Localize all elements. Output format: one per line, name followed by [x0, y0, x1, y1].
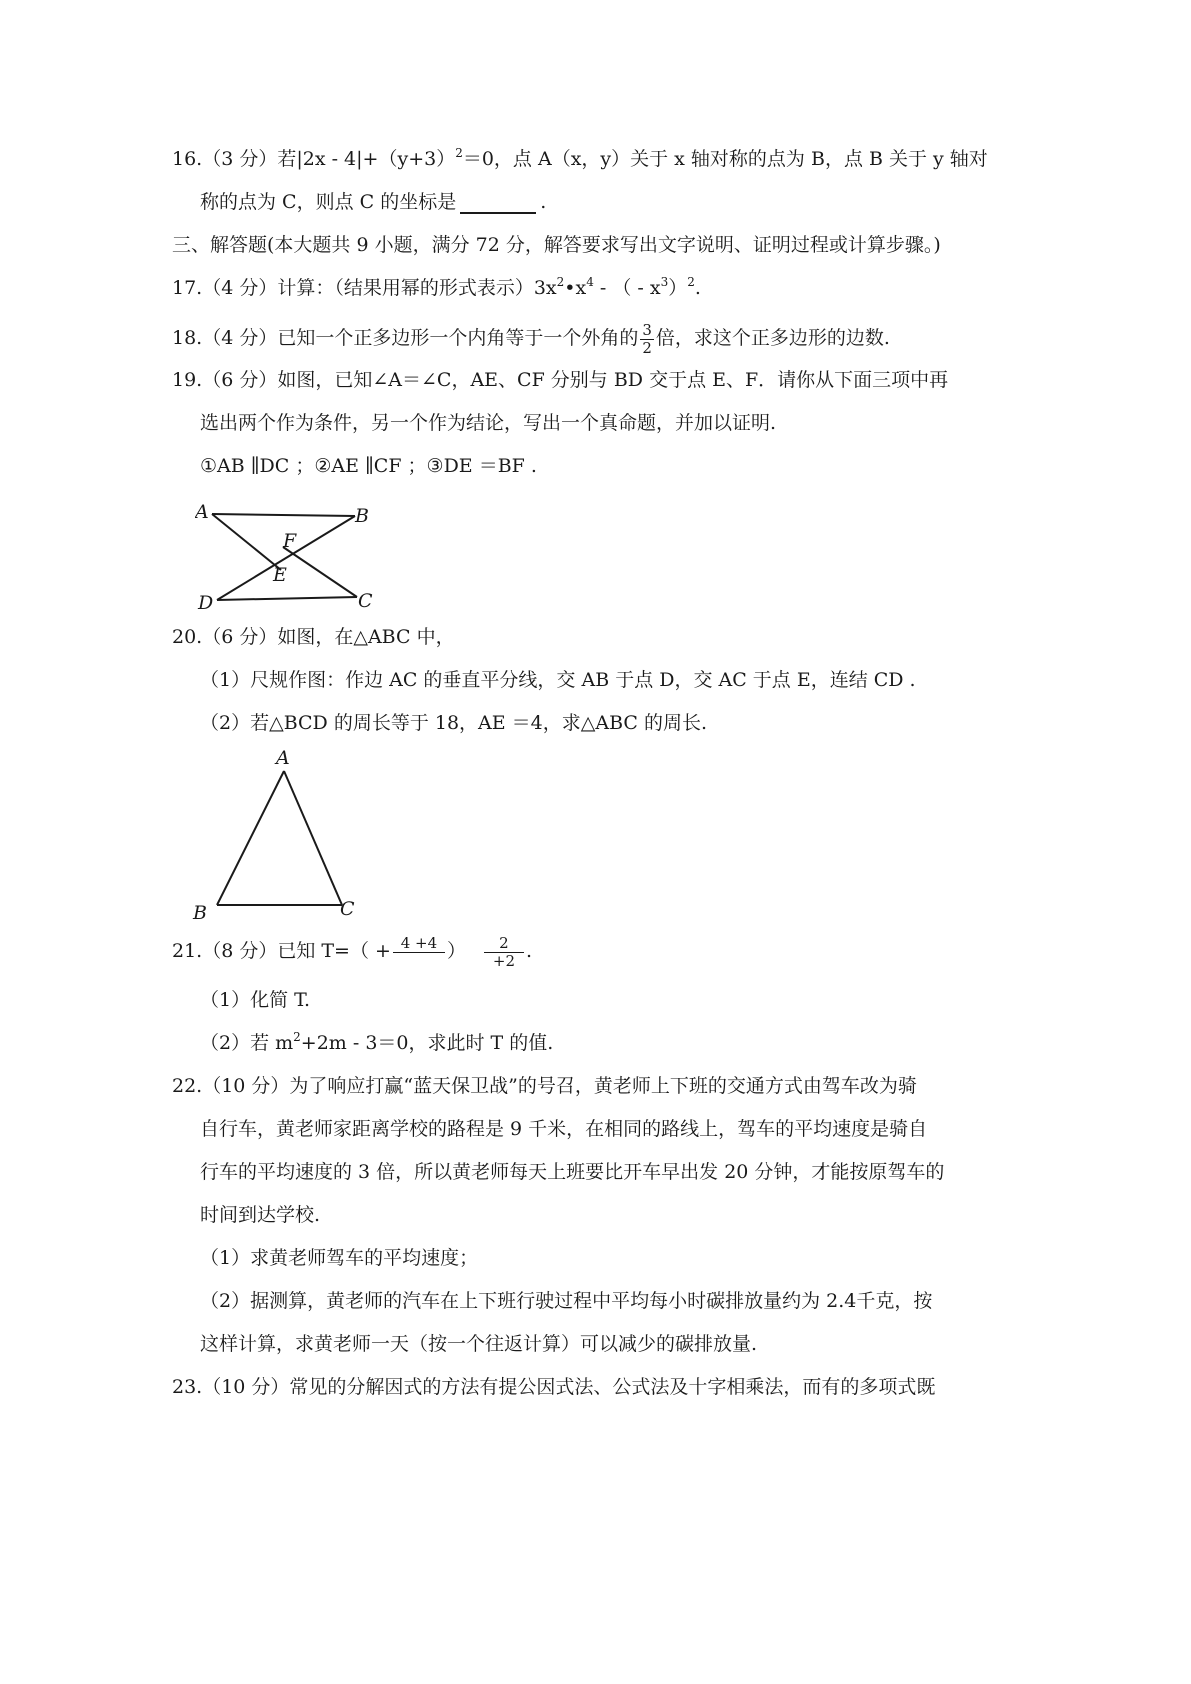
side-ab: [217, 771, 284, 905]
q22-part2-line2: 这样计算，求黄老师一天（按一个往返计算）可以减少的碳排放量.: [200, 1333, 758, 1355]
segment-ae: [212, 514, 281, 570]
label-d: D: [198, 592, 214, 614]
q16-line1: 16.（3 分）若$|2x - 4|+(y+3)^2=0$，点 A（x，y）关于 x 轴对称的点为 B，点 B 关于 y 轴对: [172, 146, 988, 170]
q22-line2: 自行车，黄老师家距离学校的路程是 9 千米，在相同的路线上，驾车的平均速度是骑自: [200, 1118, 928, 1140]
q22-part2-line1: （2）据测算，黄老师的汽车在上下班行驶过程中平均每小时碳排放量约为 2.4千克，按: [200, 1290, 933, 1312]
fraction-1: 4 +4: [393, 935, 445, 970]
segment-ab: [212, 514, 355, 516]
section-heading: 三、解答题(本大题共 9 小题，满分 72 分，解答要求写出文字说明、证明过程或计算步骤。): [172, 234, 941, 256]
q19-line1: 19.（6 分）如图，已知∠A＝∠C，AE、CF 分别与 BD 交于点 E、F．请你从下面三项中再: [172, 369, 949, 391]
q20-part2: （2）若△BCD 的周长等于 18，AE ＝4，求△ABC 的周长.: [200, 712, 708, 734]
q17-line: 17.（4 分）计算：（结果用幂的形式表示）$3x^2•x^4$ - （ - $x^3)^2$.: [172, 275, 701, 299]
q19-line2: 选出两个作为条件，另一个作为结论，写出一个真命题，并加以证明.: [200, 412, 777, 434]
label-f: F: [283, 530, 297, 552]
fraction-2: $\frac{2}{+2}$: [484, 935, 524, 970]
label-e: E: [273, 564, 287, 586]
q22-line3: 行车的平均速度的 3 倍，所以黄老师每天上班要比开车早出发 20 分钟，才能按原驾车的: [200, 1161, 945, 1183]
q19-conditions: ①AB ∥DC ；②AE ∥CF ；③DE ＝BF .: [200, 455, 537, 477]
q18-line: 18.（4 分）已知一个正多边形一个内角等于一个外角的 $\frac{3}{2}$ 倍，求这个正多边形的边数.: [172, 320, 890, 357]
side-ac: [284, 771, 342, 905]
q21-part1: （1）化简 T.: [200, 989, 311, 1011]
segment-dc: [217, 597, 357, 600]
q21-line: 21.（8 分）已知 T=（ + 4 +4 ） $\frac{2}{+2}$ .: [172, 933, 532, 970]
label-b: B: [193, 902, 207, 924]
segment-db: [217, 516, 355, 600]
q22-line4: 时间到达学校.: [200, 1204, 321, 1226]
label-c: C: [358, 590, 373, 612]
q20-line1: 20.（6 分）如图，在△ABC 中，: [172, 626, 455, 648]
q16-line2: 称的点为 C，则点 C 的坐标是 .: [200, 191, 547, 213]
label-a: A: [195, 501, 209, 523]
q22-line1: 22.（10 分）为了响应打赢“蓝天保卫战”的号召，黄老师上下班的交通方式由驾车改为骑: [172, 1075, 917, 1097]
segment-cf: [283, 547, 357, 597]
q22-part1: （1）求黄老师驾车的平均速度；: [200, 1247, 479, 1269]
q20-figure: [190, 745, 370, 925]
fraction-three-halves: $\frac{3}{2}$: [642, 320, 652, 357]
q20-part1: （1）尺规作图：作边 AC 的垂直平分线，交 AB 于点 D，交 AC 于点 E，连结 CD .: [200, 669, 916, 691]
q21-part2: （2）若 $m^2+2m - 3=0$，求此时 T 的值.: [200, 1030, 554, 1054]
label-c: C: [340, 898, 355, 920]
q23-line1: 23.（10 分）常见的分解因式的方法有提公因式法、公式法及十字相乘法，而有的多项式既: [172, 1376, 936, 1398]
label-a: A: [276, 747, 290, 769]
answer-blank: [460, 194, 536, 214]
q19-figure: [195, 500, 395, 618]
label-b: B: [355, 505, 369, 527]
